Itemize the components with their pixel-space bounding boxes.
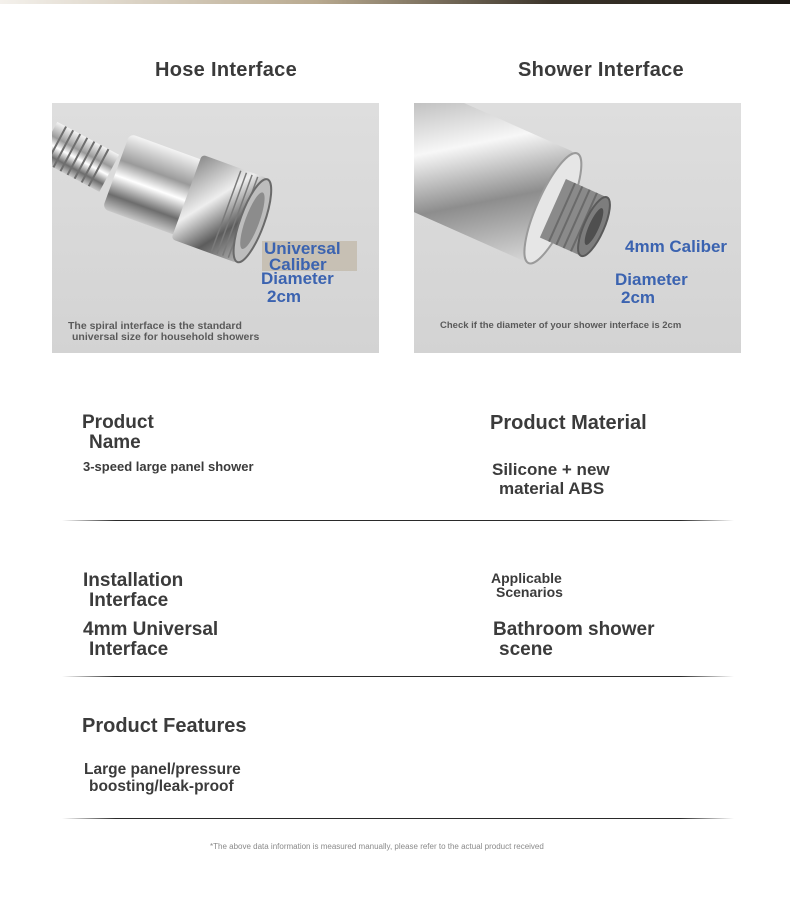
hose-connector-illustration	[52, 103, 379, 353]
scenarios-label-line1: Applicable	[491, 570, 562, 586]
applicable-scenarios-value	[493, 620, 655, 660]
hose-caliber-label: Caliber	[269, 255, 327, 274]
installation-interface-label	[83, 571, 183, 611]
product-name-label-line1: Product	[82, 412, 154, 433]
shower-caption: Check if the diameter of your shower interface is 2cm	[440, 320, 682, 331]
scenarios-label-line2: Scenarios	[496, 584, 563, 600]
shower-interface-photo	[414, 103, 741, 353]
material-value-line1: Silicone + new	[492, 460, 610, 479]
hose-caption-line2: universal size for household showers	[72, 331, 260, 343]
installation-interface-value	[83, 620, 218, 660]
shower-connector-illustration	[414, 103, 741, 353]
shower-diameter-label: Diameter	[615, 270, 688, 289]
divider-3	[62, 818, 734, 819]
scenarios-value-line1: Bathroom shower	[493, 619, 655, 640]
scenarios-value-line2: scene	[499, 639, 553, 660]
shower-diameter-value: 2cm	[621, 288, 656, 307]
product-name-value: 3-speed large panel shower	[83, 459, 254, 474]
shower-caliber-label: 4mm Caliber	[625, 237, 728, 256]
shower-interface-title: Shower Interface	[518, 59, 684, 81]
installation-value-line1: 4mm Universal	[83, 619, 219, 640]
product-features-value	[84, 761, 241, 795]
features-value-line2: boosting/leak-proof	[89, 778, 234, 795]
product-name-label-line2: Name	[89, 432, 141, 453]
hose-diameter-value: 2cm	[267, 287, 302, 306]
hose-universal-label: Universal	[264, 239, 341, 258]
measurement-footnote: *The above data information is measured manually, please refer to the actual product received	[210, 842, 544, 851]
divider-2	[62, 676, 734, 677]
product-material-label: Product Material	[490, 412, 647, 434]
material-value-line2: material ABS	[499, 479, 605, 498]
product-name-label	[82, 413, 154, 453]
installation-label-line2: Interface	[89, 590, 169, 611]
features-value-line1: Large panel/pressure	[84, 761, 241, 778]
hose-diameter-label: Diameter	[261, 269, 334, 288]
divider-1	[62, 520, 734, 521]
installation-label-line1: Installation	[83, 570, 184, 591]
top-decorative-bar	[0, 0, 790, 4]
hose-caption-line1: The spiral interface is the standard	[68, 320, 242, 332]
hose-interface-photo	[52, 103, 379, 353]
product-material-value	[492, 460, 610, 498]
installation-value-line2: Interface	[89, 639, 169, 660]
hose-interface-title: Hose Interface	[155, 59, 298, 81]
product-features-label: Product Features	[82, 715, 247, 737]
applicable-scenarios-label	[491, 571, 563, 599]
